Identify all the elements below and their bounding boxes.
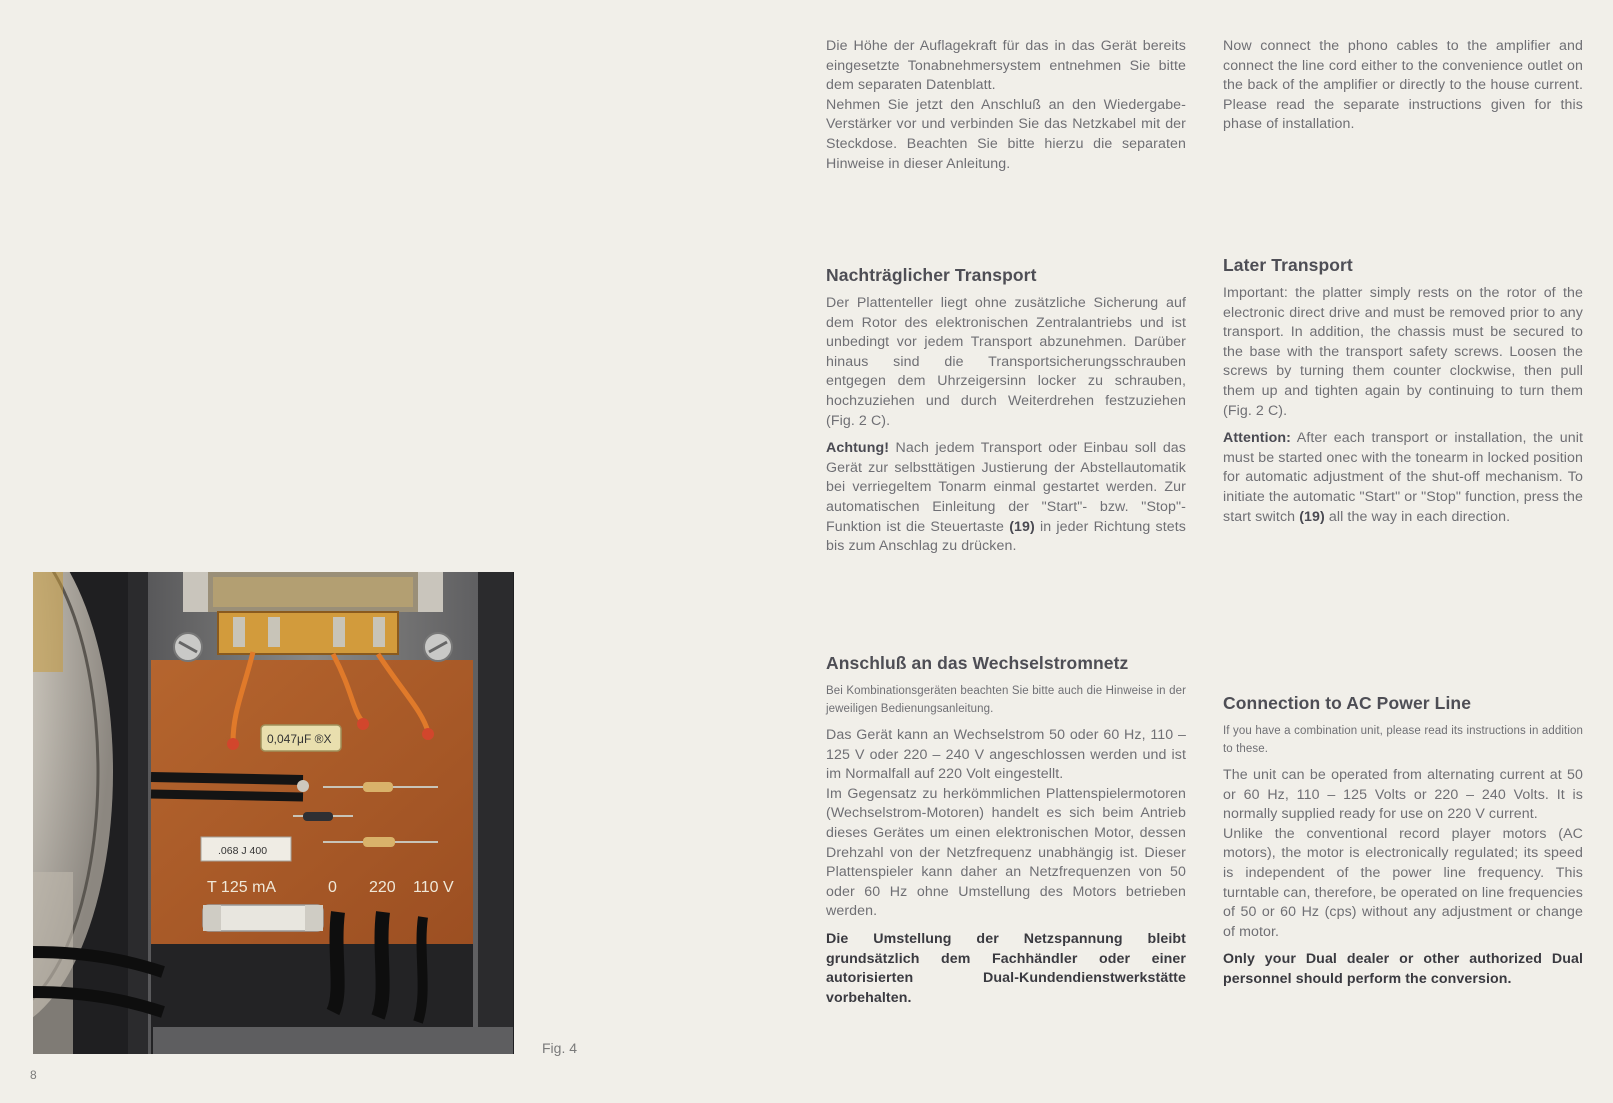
german-intro-2: Nehmen Sie jetzt den Anschluß an den Wiedergabe-Verstärker vor und verbinden Sie das Netzkabel mit der Steckdose. Beachten Sie bitte hierzu die separaten Hinweise in dieser Anleitung. (826, 96, 1186, 172)
english-attention-body-1: After each transport or installation, the unit must be started onec with the tonearm in locked position for automatic adjustment of the shut-off mechanism. To initiate the automatic "Start" or "Stop" function, press the start switch (1223, 430, 1584, 525)
german-power-bold: Die Umstellung der Netzspannung bleibt grundsätzlich dem Fachhändler oder einer autorisierten Dual-Kundendienstwerkstätte vorbehalten. (826, 930, 1186, 1006)
english-power-body-2: Unlike the conventional record player motors (AC motors), the motor is electronically regulated; its speed is independent of the power line frequency. This turntable can, therefore, be operated on line frequencies of 50 or 60 Hz (cps) without any adjustment or change of motor. (1223, 825, 1583, 940)
german-power-heading: Anschluß an das Wechselstromnetz (826, 653, 1129, 673)
german-achtung-body-1: Nach jedem Transport oder Einbau soll das Gerät zur selbsttätigen Justierung der Abstellautomatik bei verriegeltem Tonarm einmal gestartet werden. Zur automatischen Einleitung der "Start"- bzw. "Stop"-Funktion ist die Steuertaste (826, 440, 1186, 535)
german-achtung-num: (19) (1009, 518, 1035, 535)
voltage-label-110: 110 V (413, 879, 454, 896)
english-power-section (1223, 692, 1583, 990)
german-transport-heading: Nachträglicher Transport (826, 265, 1037, 285)
german-column (826, 37, 1186, 174)
german-power-body-1: Das Gerät kann an Wechselstrom 50 oder 60 Hz, 110 – 125 V oder 220 – 240 V angeschlossen werden und ist im Normalfall auf 220 Volt eingestellt. (826, 727, 1186, 783)
english-attention-paragraph (1223, 429, 1583, 527)
german-power-small: Bei Kombinationsgeräten beachten Sie bitte auch die Hinweise in der jeweiligen Bedienungsanleitung. (826, 685, 1186, 715)
figure-caption: Fig. 4 (542, 1040, 578, 1056)
english-transport-heading: Later Transport (1223, 255, 1353, 275)
german-transport-body: Der Plattenteller liegt ohne zusätzliche Sicherung auf dem Rotor des elektronischen Zentralantriebs und ist unbedingt vor jedem Transport abzunehmen. Darüber hinaus sind die Transportsicherungsschrauben entgegen dem Uhrzeigersinn locker zu schrauben, hochzuziehen und durch Weiterdrehen festzuziehen (Fig. 2 C). (826, 295, 1186, 429)
resistor-label: .068 J 400 (218, 845, 268, 857)
english-intro: Now connect the phono cables to the amplifier and connect the line cord either to the convenience outlet on the back of the amplifier or directly to the house current. Please read the separate instructions given for this phase of installation. (1223, 38, 1583, 133)
german-power-body-2: Im Gegensatz zu herkömmlichen Plattenspielermotoren (Wechselstrom-Motoren) handelt es sich beim Antrieb dieses Gerätes um einen elektronischen Motor, dessen Drehzahl von der Netzfrequenz unabhängig ist. Dieser Plattenspieler kann daher an Netzfrequenzen von 50 oder 60 Hz ohne Umstellung des Motors betrieben werden. (826, 785, 1186, 920)
german-power-section (826, 652, 1186, 1008)
english-power-small: If you have a combination unit, please read its instructions in addition to these. (1223, 725, 1583, 755)
german-transport-section (826, 264, 1186, 557)
german-intro-1: Die Höhe der Auflagekraft für das in das Gerät bereits eingesetzte Tonabnehmersystem entnehmen Sie bitte dem separaten Datenblatt. (826, 38, 1186, 94)
english-power-body-1: The unit can be operated from alternating current at 50 or 60 Hz, 110 – 125 Volts or 220 – 240 Volts. It is normally supplied ready for use on 220 V current. (1223, 767, 1583, 823)
german-achtung-body-2: in jeder Richtung stets bis zum Anschlag zu drücken. (826, 518, 1186, 555)
circuit-board (151, 660, 473, 944)
english-attention-lead: Attention: (1223, 430, 1291, 447)
fuse-rating-label: T 125 mA (207, 879, 277, 896)
figure-4-photo (33, 572, 514, 1054)
german-achtung-lead: Achtung! (826, 440, 890, 457)
capacitor-label: 0,047μF ®X (267, 732, 332, 746)
english-power-heading: Connection to AC Power Line (1223, 693, 1472, 713)
english-transport-body: Important: the platter simply rests on the rotor of the electronic direct drive and must be removed prior to any transport. In addition, the chassis must be secured to the base with the transport safety screws. Loosen the screws by turning them counter clockwise, then pull them up and tighten again by continuing to turn them (Fig. 2 C). (1223, 285, 1583, 419)
english-power-bold: Only your Dual dealer or other authorized Dual personnel should perform the conversion. (1223, 951, 1583, 987)
english-column (1223, 37, 1583, 135)
german-achtung-paragraph (826, 439, 1186, 557)
english-attention-body-2: all the way in each direction. (1328, 508, 1511, 525)
page-number: 8 (30, 1068, 37, 1082)
english-attention-num: (19) (1299, 508, 1325, 525)
english-transport-section (1223, 254, 1583, 527)
voltage-label-220: 220 (369, 879, 396, 896)
voltage-label-0: 0 (328, 879, 337, 896)
